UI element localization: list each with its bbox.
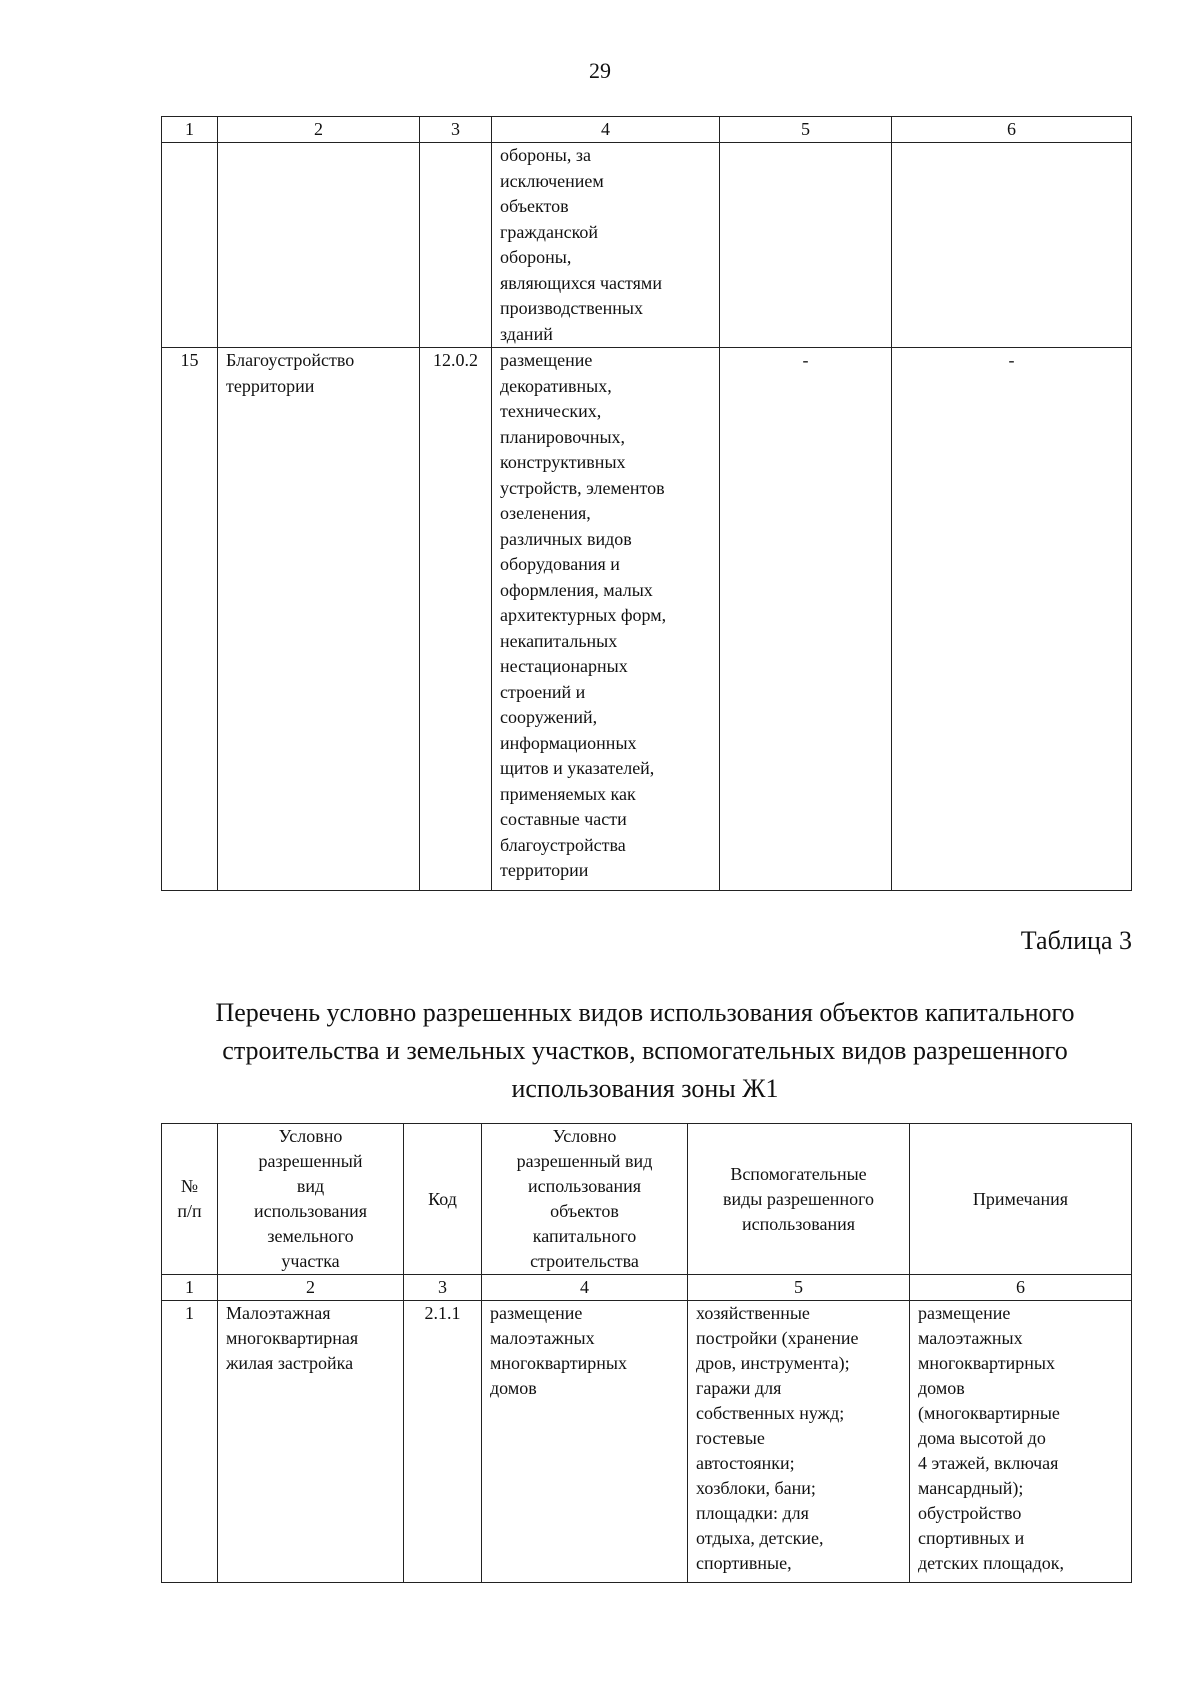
row-number-cell: 1 bbox=[162, 1301, 218, 1583]
header-building-use: Условно разрешенный вид использования объектов капитального строительства bbox=[482, 1124, 688, 1275]
header-auxiliary-use: Вспомогательные виды разрешенного использования bbox=[688, 1124, 910, 1275]
use-name-cell bbox=[218, 143, 420, 348]
use-name-cell: Благоустройство территории bbox=[218, 348, 420, 891]
column-number: 6 bbox=[892, 117, 1132, 143]
header-code: Код bbox=[404, 1124, 482, 1275]
column6-cell: - bbox=[892, 348, 1132, 891]
table-header-row bbox=[162, 1124, 1132, 1275]
column5-cell bbox=[720, 143, 892, 348]
header-number: № п/п bbox=[162, 1124, 218, 1275]
table-label: Таблица 3 bbox=[1020, 926, 1132, 955]
conditional-use-table bbox=[161, 1123, 1132, 1583]
column-number: 6 bbox=[910, 1275, 1132, 1301]
column5-cell: - bbox=[720, 348, 892, 891]
header-notes: Примечания bbox=[910, 1124, 1132, 1275]
table-row bbox=[162, 348, 1132, 891]
column-number: 3 bbox=[420, 117, 492, 143]
column-number: 5 bbox=[720, 117, 892, 143]
column6-cell bbox=[892, 143, 1132, 348]
column-number: 5 bbox=[688, 1275, 910, 1301]
code-cell: 12.0.2 bbox=[420, 348, 492, 891]
use-name-cell: Малоэтажная многоквартирная жилая застройка bbox=[218, 1301, 404, 1583]
description-cell: размещение малоэтажных многоквартирных домов bbox=[482, 1301, 688, 1583]
table-title: Перечень условно разрешенных видов использования объектов капитального строительства и земельных участков, вспомогательных видов разрешенного использования зоны Ж1 bbox=[215, 998, 1075, 1103]
column-number: 2 bbox=[218, 117, 420, 143]
description-cell: размещение декоративных, технических, планировочных, конструктивных устройств, элементов озеленения, различных видов оборудования и оформления, малых архитектурных форм, некапитальных нестационарных строений и сооружений, информационных щитов и указателей, применяемых как составные части благоустройства территории bbox=[492, 348, 720, 891]
land-use-table-continued bbox=[161, 116, 1132, 891]
column-number: 4 bbox=[482, 1275, 688, 1301]
code-cell: 2.1.1 bbox=[404, 1301, 482, 1583]
notes-cell: размещение малоэтажных многоквартирных домов (многоквартирные дома высотой до 4 этажей, включая мансардный); обустройство спортивных и детских площадок, bbox=[910, 1301, 1132, 1583]
column-number-row bbox=[162, 1275, 1132, 1301]
column-number: 4 bbox=[492, 117, 720, 143]
row-number-cell: 15 bbox=[162, 348, 218, 891]
auxiliary-use-cell: хозяйственные постройки (хранение дров, инструмента); гаражи для собственных нужд; гостевые автостоянки; хозблоки, бани; площадки: для отдыха, детские, спортивные, bbox=[688, 1301, 910, 1583]
description-cell: обороны, за исключением объектов гражданской обороны, являющихся частями производственных зданий bbox=[492, 143, 720, 348]
header-land-use: Условно разрешенный вид использования земельного участка bbox=[218, 1124, 404, 1275]
column-number-row bbox=[162, 117, 1132, 143]
column-number: 2 bbox=[218, 1275, 404, 1301]
table-row bbox=[162, 143, 1132, 348]
code-cell bbox=[420, 143, 492, 348]
table-row bbox=[162, 1301, 1132, 1583]
row-number-cell bbox=[162, 143, 218, 348]
page-number: 29 bbox=[589, 58, 611, 83]
column-number: 3 bbox=[404, 1275, 482, 1301]
column-number: 1 bbox=[162, 117, 218, 143]
column-number: 1 bbox=[162, 1275, 218, 1301]
